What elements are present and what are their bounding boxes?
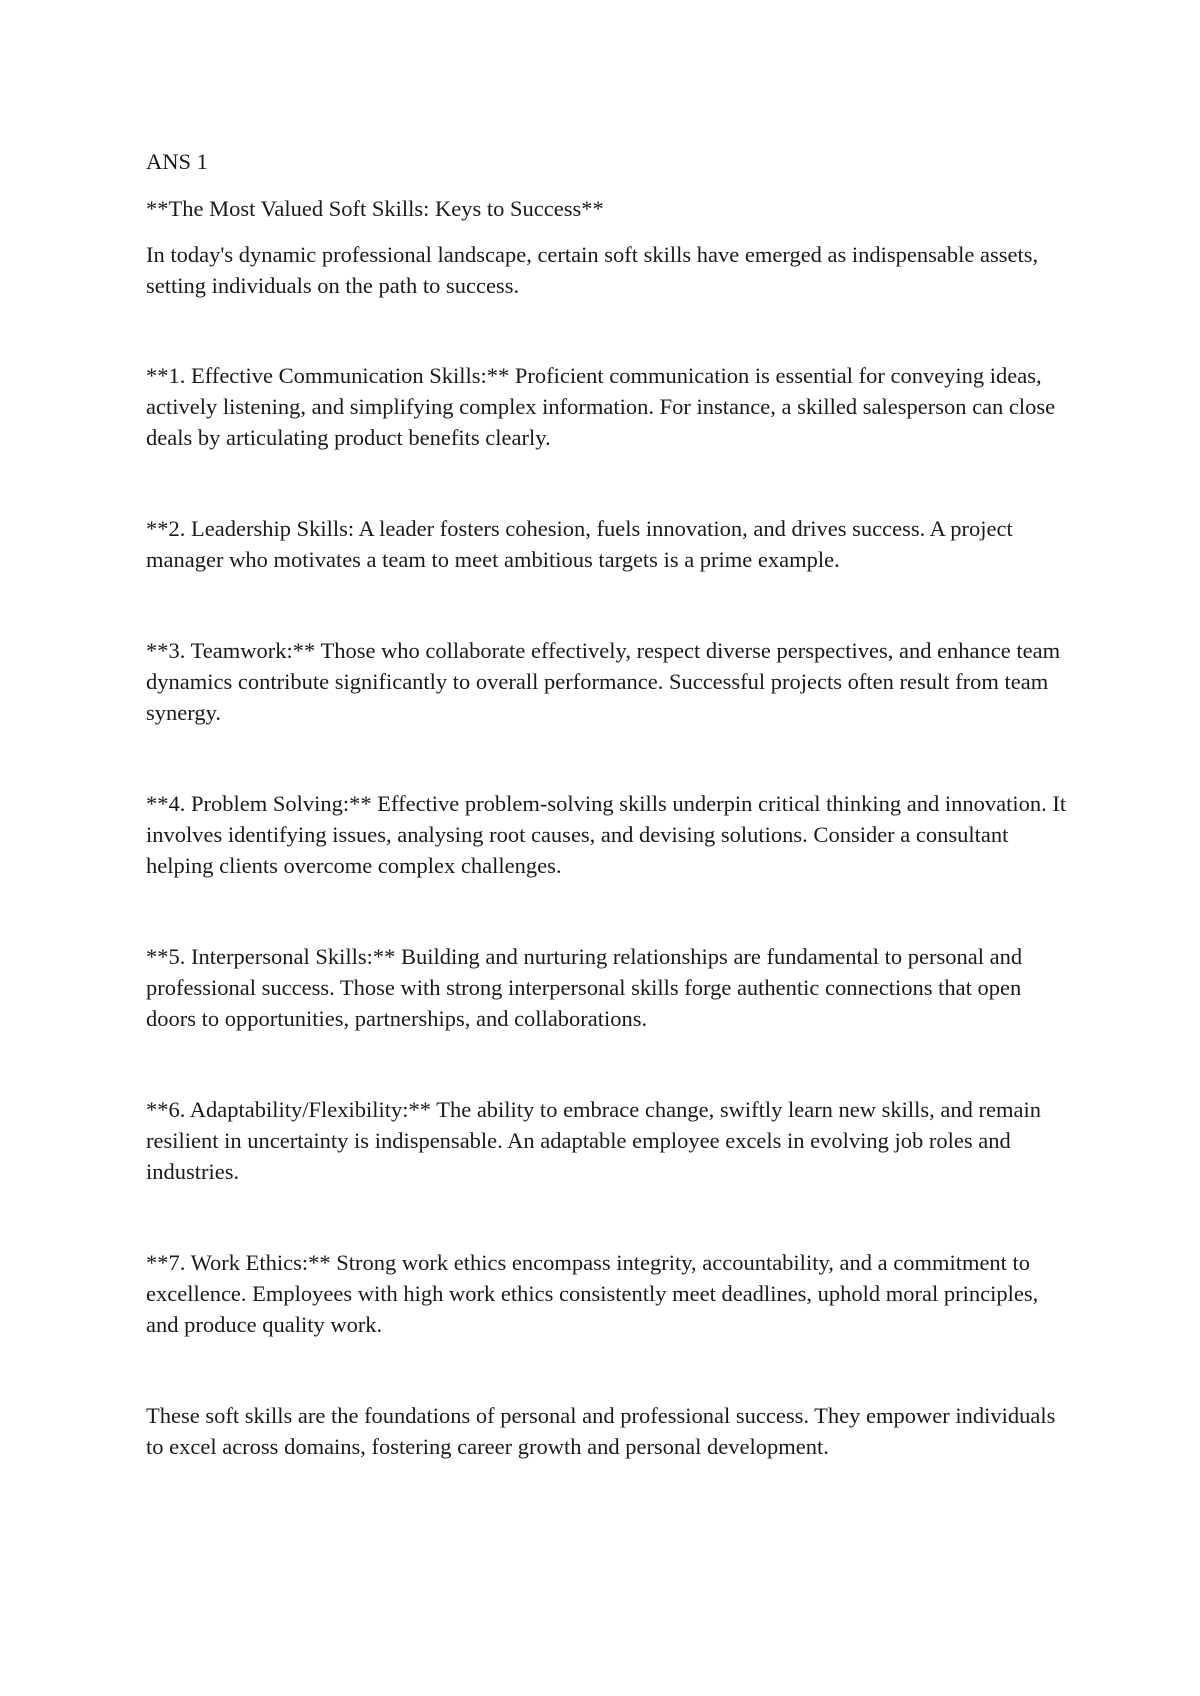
conclusion-paragraph: These soft skills are the foundations of personal and professional success. They empower individuals to excel across domains, fostering career growth and personal development. bbox=[146, 1403, 1056, 1459]
skill-paragraph-work-ethics: **7. Work Ethics:** Strong work ethics encompass integrity, accountability, and a commitment to excellence. Employees with high work ethics consistently meet deadlines, uphold moral principles, and produce quality work. bbox=[146, 1250, 1039, 1337]
intro-paragraph: In today's dynamic professional landscape, certain soft skills have emerged as indispensable assets, setting individuals on the path to success. bbox=[146, 242, 1039, 298]
document-body bbox=[146, 146, 1076, 1462]
skill-paragraph-problem-solving: **4. Problem Solving:** Effective problem-solving skills underpin critical thinking and innovation. It involves identifying issues, analysing root causes, and devising solutions. Consider a consultant helping clients overcome complex challenges. bbox=[146, 791, 1067, 878]
skill-paragraph-teamwork: **3. Teamwork:** Those who collaborate effectively, respect diverse perspectives, and enhance team dynamics contribute significantly to overall performance. Successful projects often result from team synergy. bbox=[146, 638, 1061, 725]
skill-paragraph-interpersonal: **5. Interpersonal Skills:** Building and nurturing relationships are fundamental to personal and professional success. Those with strong interpersonal skills forge authentic connections that open doors to opportunities, partnerships, and collaborations. bbox=[146, 944, 1023, 1031]
document-title: **The Most Valued Soft Skills: Keys to Success** bbox=[146, 196, 604, 221]
answer-label: ANS 1 bbox=[146, 149, 208, 174]
skill-paragraph-leadership: **2. Leadership Skills: A leader fosters cohesion, fuels innovation, and drives success. A project manager who motivates a team to meet ambitious targets is a prime example. bbox=[146, 516, 1013, 572]
skill-paragraph-adaptability: **6. Adaptability/Flexibility:** The ability to embrace change, swiftly learn new skills, and remain resilient in uncertainty is indispensable. An adaptable employee excels in evolving job roles and industries. bbox=[146, 1097, 1042, 1184]
skill-paragraph-communication: **1. Effective Communication Skills:** Proficient communication is essential for conveying ideas, actively listening, and simplifying complex information. For instance, a skilled salesperson can close deals by articulating product benefits clearly. bbox=[146, 363, 1056, 450]
